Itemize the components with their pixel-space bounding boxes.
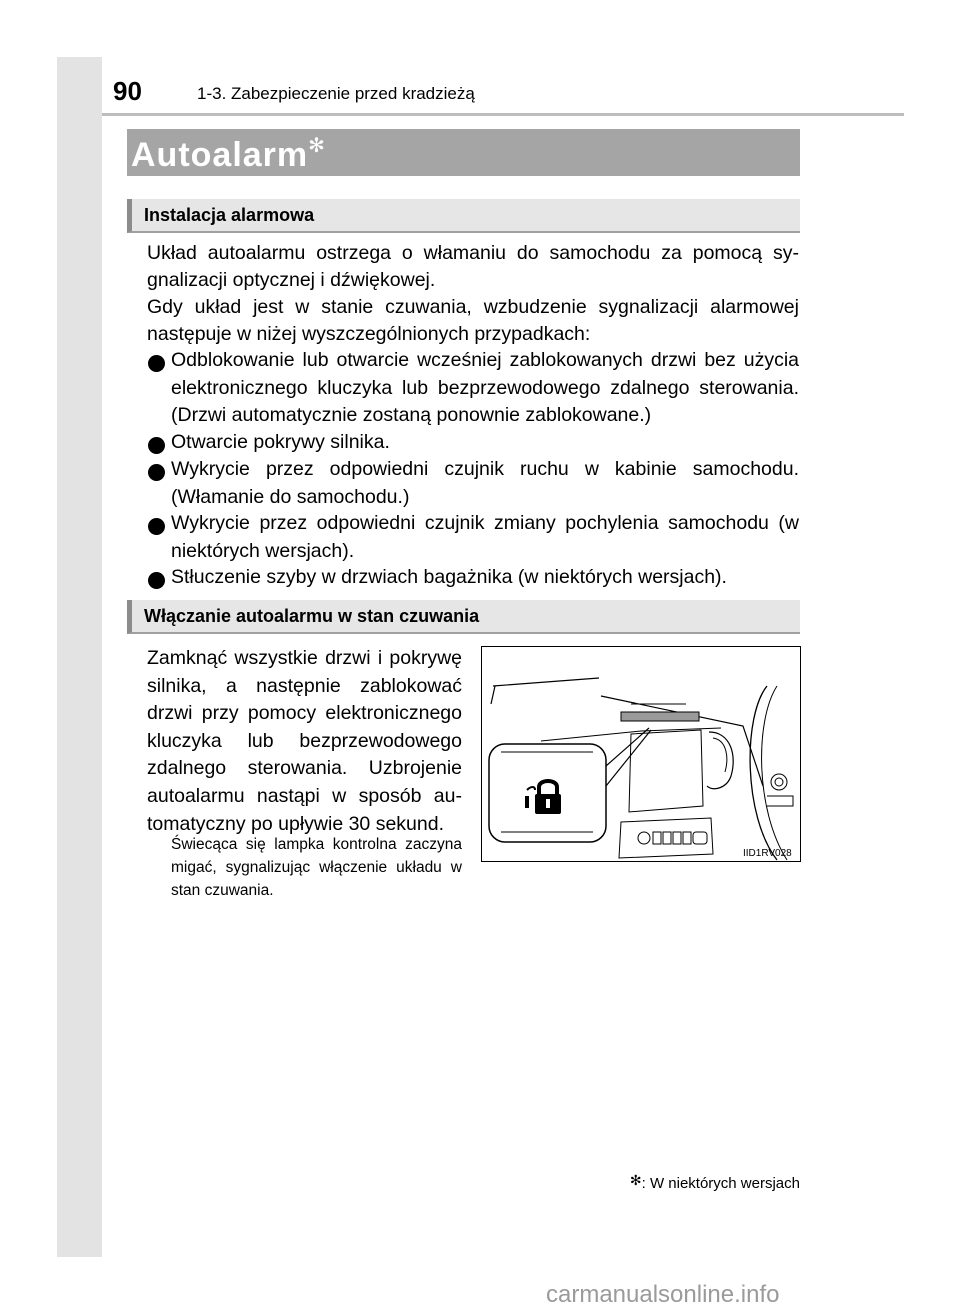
side-tab-strip bbox=[57, 57, 102, 1257]
list-item: Odblokowanie lub otwarcie wcześniej zablokowanych drzwi bez użycia elektronicznego kluczyka lub bezprzewodowego zdalnego sterowania. (Drzwi automatycznie zostaną ponownie zablokowane.) bbox=[171, 349, 799, 426]
trigger-paragraph: Gdy układ jest w stanie czuwania, wzbudzenie sygnalizacji alarmowej następuje w niżej wyszczególnionych przypadkach: bbox=[147, 296, 799, 345]
header-rule bbox=[102, 113, 904, 116]
bullet-icon bbox=[148, 437, 165, 454]
bullet-icon bbox=[148, 572, 165, 589]
bullet-icon bbox=[148, 464, 165, 481]
footnote bbox=[630, 1172, 800, 1192]
footnote-star-icon: ✻ bbox=[308, 135, 326, 157]
page-title bbox=[131, 133, 326, 175]
list-item: Wykrycie przez odpowiedni czujnik zmiany pochylenia samochodu (w niektórych wersjach). bbox=[171, 512, 799, 562]
watermark: carmanualsonline.info bbox=[546, 1281, 780, 1308]
running-header: 1-3. Zabezpieczenie przed kradzieżą bbox=[197, 84, 475, 103]
dashboard-illustration bbox=[481, 646, 801, 862]
figure-code: IID1RV028 bbox=[743, 848, 792, 859]
page-title-text: Autoalarm bbox=[131, 136, 309, 174]
footnote-star-icon: ✻ bbox=[629, 1172, 642, 1188]
intro-paragraph: Układ autoalarmu ostrzega o włamaniu do samochodu za pomocą sygnalizacji optycznej i dźwiękowej. bbox=[147, 242, 799, 291]
section-heading-arming: Włączanie autoalarmu w stan czuwania bbox=[144, 606, 480, 626]
section-heading-alarm-system: Instalacja alarmowa bbox=[144, 205, 315, 225]
bullet-icon bbox=[148, 518, 165, 535]
footnote-text: : W niektórych wersjach bbox=[641, 1175, 800, 1192]
arming-instructions: Zamknąć wszystkie drzwi i pokrywę silnika, a następnie zablokować drzwi przy pomocy elektronicznego kluczyka lub bezprzewodowego zdalnego sterowania. Uzbrojenie autoalarmu nastąpi w sposób automatyczny po upływie 30 sekund. bbox=[147, 647, 462, 835]
list-item: Otwarcie pokrywy silnika. bbox=[171, 431, 390, 453]
bullet-icon bbox=[148, 355, 165, 372]
list-item: Wykrycie przez odpowiedni czujnik ruchu w kabinie samochodu. (Włamanie do samochodu.) bbox=[171, 458, 799, 508]
list-item: Stłuczenie szyby w drzwiach bagażnika (w niektórych wersjach). bbox=[171, 566, 727, 588]
indicator-note: Świecąca się lampka kontrolna zaczyna migać, sygnalizując włączenie układu w stan czuwania. bbox=[171, 836, 462, 899]
page-number: 90 bbox=[113, 76, 142, 106]
